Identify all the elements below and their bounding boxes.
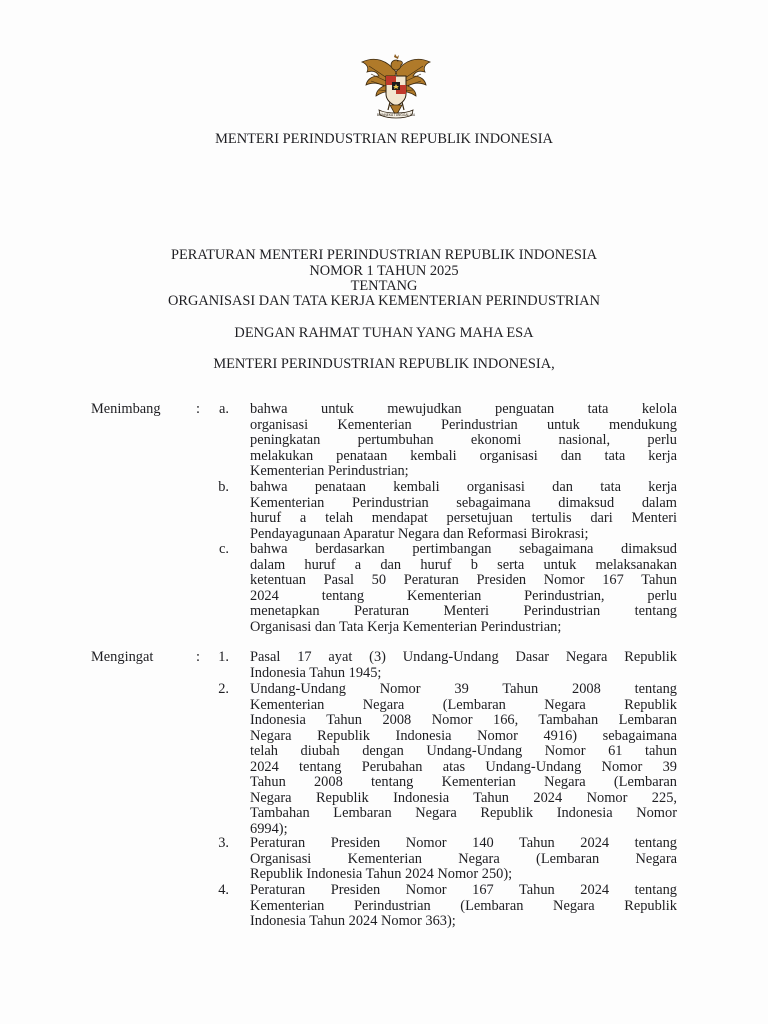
item-text-line: menetapkan Peraturan Menteri Perindustrian tentang — [250, 603, 677, 619]
item-text-line: Indonesia Tahun 2024 Nomor 363); — [250, 913, 456, 929]
item-text-line: Peraturan Presiden Nomor 140 Tahun 2024 tentang — [250, 835, 677, 851]
item-text-line: Organisasi dan Tata Kerja Kementerian Perindustrian; — [250, 618, 562, 635]
item-marker: c. — [219, 541, 229, 557]
item-text-line: telah diubah dengan Undang-Undang Nomor 61 tahun — [250, 743, 677, 759]
item-text-line: peningkatan pertumbuhan ekonomi nasional, perlu — [250, 432, 677, 448]
item-text-line: organisasi Kementerian Perindustrian untuk mendukung — [250, 416, 677, 433]
item-text-line: Negara Republik Indonesia Nomor 4916) sebagaimana — [250, 727, 677, 744]
item-text-line: Peraturan Presiden Nomor 167 Tahun 2024 tentang — [250, 882, 677, 898]
mengingat-colon: : — [196, 649, 200, 665]
item-text-line: huruf a telah mendapat persetujuan tertulis dari Menteri — [250, 510, 677, 526]
item-marker: b. — [218, 479, 229, 495]
regulation-subject: ORGANISASI DAN TATA KERJA KEMENTERIAN PERINDUSTRIAN — [168, 293, 600, 309]
preamble: DENGAN RAHMAT TUHAN YANG MAHA ESA — [234, 325, 534, 341]
item-text-line: Pendayagunaan Aparatur Negara dan Reformasi Birokrasi; — [250, 525, 589, 542]
svg-text:BHINNEKA TUNGGAL IKA: BHINNEKA TUNGGAL IKA — [376, 113, 416, 117]
item-text-line: Kementerian Perindustrian sebagaimana dimaksud dalam — [250, 494, 677, 511]
minister-line: MENTERI PERINDUSTRIAN REPUBLIK INDONESIA, — [213, 356, 555, 372]
menimbang-colon: : — [196, 401, 200, 417]
item-text-line: Negara Republik Indonesia Tahun 2024 Nomor 225, — [250, 789, 677, 806]
item-text-line: Kementerian Perindustrian; — [250, 463, 409, 479]
item-marker: 4. — [218, 882, 229, 898]
item-marker: 1. — [218, 649, 229, 665]
regulation-title-line-1: PERATURAN MENTERI PERINDUSTRIAN REPUBLIK INDONESIA — [170, 247, 598, 263]
ministry-header: MENTERI PERINDUSTRIAN REPUBLIK INDONESIA — [215, 131, 553, 147]
garuda-emblem-icon — [357, 50, 435, 122]
regulation-tentang: TENTANG — [350, 278, 418, 294]
item-marker: 2. — [218, 681, 229, 697]
item-text-line: 2024 tentang Kementerian Perindustrian, perlu — [250, 587, 677, 604]
mengingat-label: Mengingat — [91, 649, 154, 665]
regulation-number: NOMOR 1 TAHUN 2025 — [309, 263, 459, 279]
item-text-line: Tahun 2008 tentang Kementerian Negara (Lembaran — [250, 774, 677, 790]
item-text-line: bahwa penataan kembali organisasi dan tata kerja — [250, 479, 677, 495]
item-text-line: Undang-Undang Nomor 39 Tahun 2008 tentang — [250, 681, 677, 697]
item-marker: 3. — [218, 835, 229, 851]
item-text-line: Tambahan Lembaran Negara Republik Indonesia Nomor — [250, 805, 677, 821]
item-text-line: 2024 tentang Perubahan atas Undang-Undang Nomor 39 — [250, 758, 677, 775]
item-text-line: Kementerian Negara (Lembaran Negara Republik — [250, 696, 677, 713]
item-text-line: Organisasi Kementerian Negara (Lembaran Negara — [250, 850, 677, 867]
menimbang-label: Menimbang — [91, 401, 161, 417]
item-marker: a. — [219, 401, 229, 417]
item-text-line: bahwa untuk mewujudkan penguatan tata kelola — [250, 401, 677, 417]
item-text-line: dalam huruf a dan huruf b serta untuk melaksanakan — [250, 556, 677, 573]
item-text-line: melakukan penataan kembali organisasi dan tata kerja — [250, 447, 677, 464]
item-text-line: Indonesia Tahun 2008 Nomor 166, Tambahan Lembaran — [250, 712, 677, 728]
item-text-line: Indonesia Tahun 1945; — [250, 664, 382, 681]
item-text-line: 6994); — [250, 820, 288, 837]
item-text-line: Pasal 17 ayat (3) Undang-Undang Dasar Negara Republik — [250, 649, 677, 665]
item-text-line: ketentuan Pasal 50 Peraturan Presiden Nomor 167 Tahun — [250, 572, 677, 588]
item-text-line: Republik Indonesia Tahun 2024 Nomor 250); — [250, 866, 513, 882]
item-text-line: Kementerian Perindustrian (Lembaran Negara Republik — [250, 897, 677, 914]
item-text-line: bahwa berdasarkan pertimbangan sebagaimana dimaksud — [250, 541, 677, 557]
